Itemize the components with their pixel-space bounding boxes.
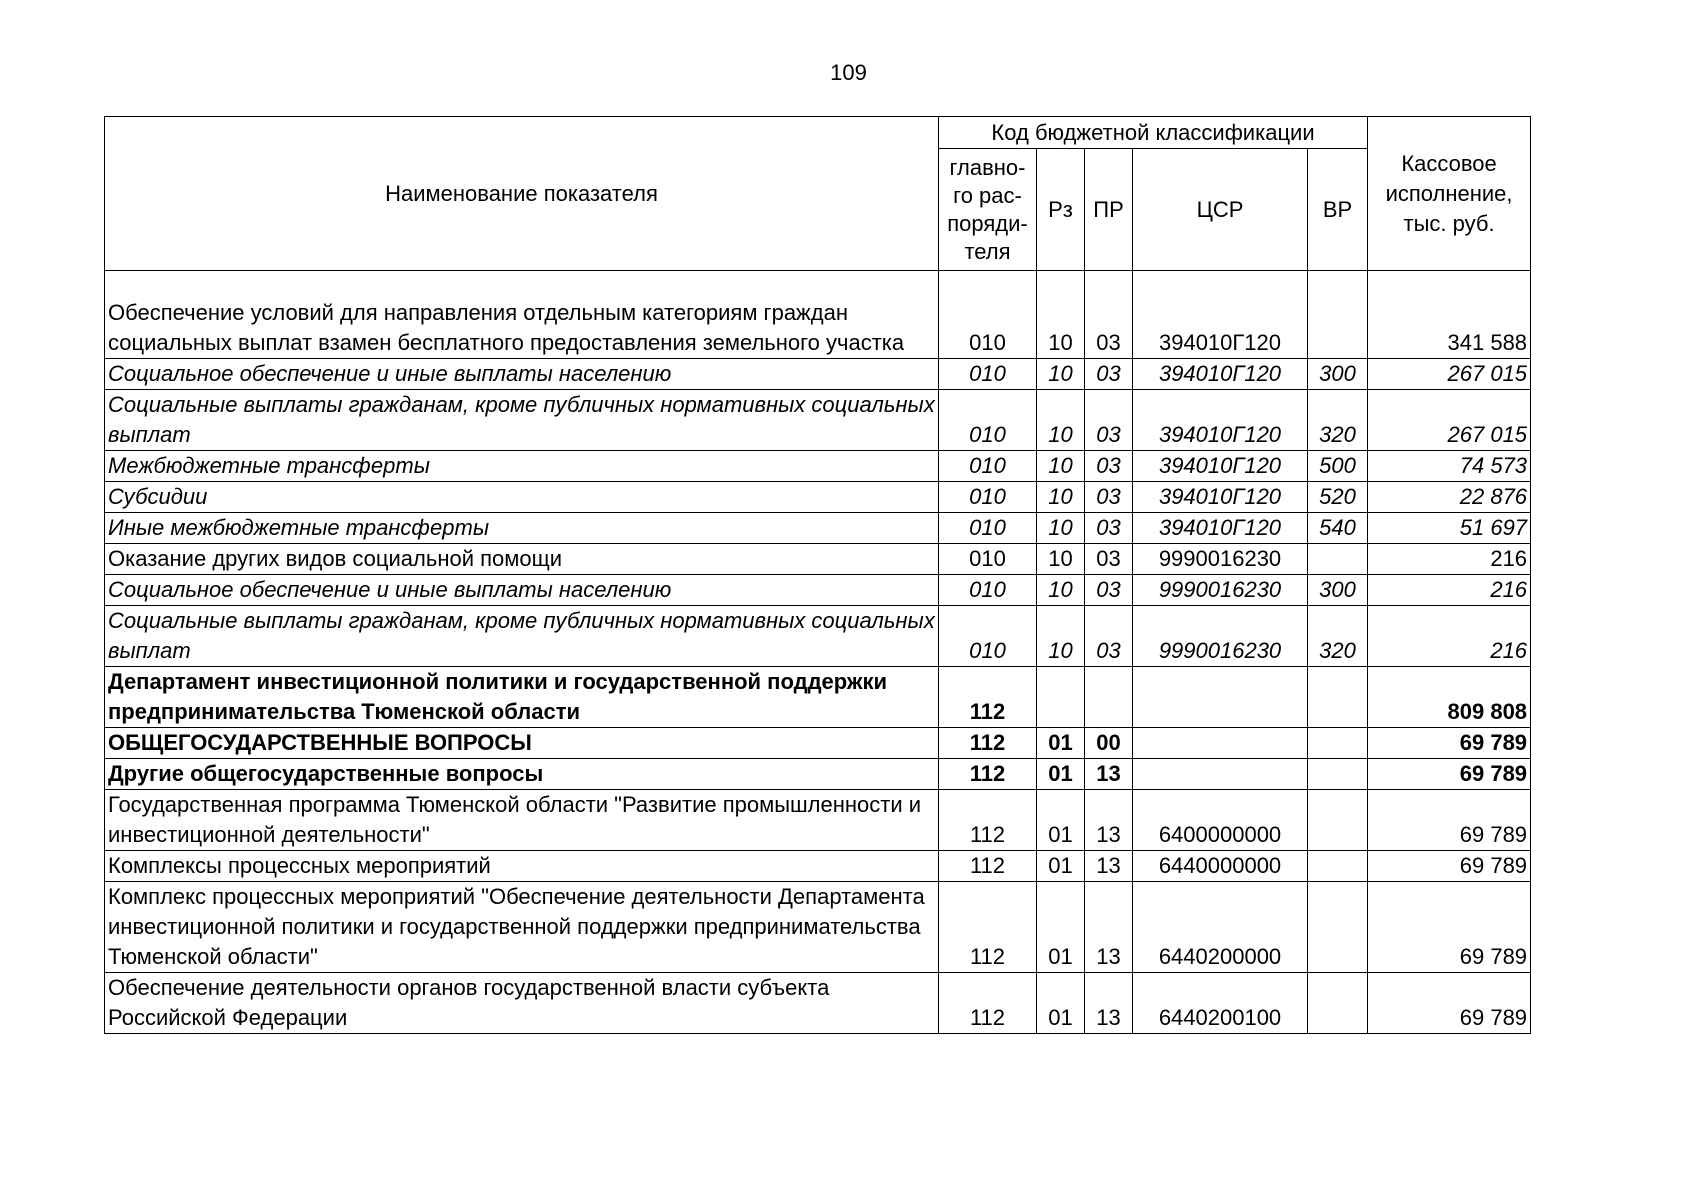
cell-name: Комплекс процессных мероприятий "Обеспечение деятельности Департамента инвестиционной политики и государственной поддержки предпринимательства Тюменской области" — [105, 882, 939, 973]
cell-main-manager: 010 — [939, 513, 1037, 544]
table-row — [105, 882, 1531, 973]
cell-name: Социальное обеспечение и иные выплаты населению — [105, 575, 939, 606]
cell-csr: 6440200000 — [1133, 882, 1308, 973]
table-row — [105, 390, 1531, 451]
cell-amount: 69 789 — [1368, 790, 1531, 851]
table-row — [105, 359, 1531, 390]
cell-amount: 69 789 — [1368, 759, 1531, 790]
cell-vr — [1308, 667, 1368, 728]
cell-amount: 74 573 — [1368, 451, 1531, 482]
cell-csr: 6440000000 — [1133, 851, 1308, 882]
cell-name: Обеспечение условий для направления отдельным категориям граждан социальных выплат взамен бесплатного предоставления земельного участка — [105, 271, 939, 359]
header-main-manager: главно- го рас- поряди- теля — [939, 149, 1037, 271]
cell-rz: 01 — [1037, 851, 1085, 882]
cell-name: Другие общегосударственные вопросы — [105, 759, 939, 790]
cell-name: Комплексы процессных мероприятий — [105, 851, 939, 882]
table-row — [105, 451, 1531, 482]
cell-csr: 394010Г120 — [1133, 451, 1308, 482]
cell-name: Иные межбюджетные трансферты — [105, 513, 939, 544]
cell-rz: 10 — [1037, 271, 1085, 359]
cell-csr: 394010Г120 — [1133, 271, 1308, 359]
cell-rz: 01 — [1037, 790, 1085, 851]
cell-rz: 10 — [1037, 359, 1085, 390]
cell-main-manager: 112 — [939, 973, 1037, 1034]
table-row — [105, 482, 1531, 513]
cell-pr: 13 — [1085, 759, 1133, 790]
table-row — [105, 544, 1531, 575]
cell-amount: 69 789 — [1368, 851, 1531, 882]
header-rz: Рз — [1037, 149, 1085, 271]
cell-name: Оказание других видов социальной помощи — [105, 544, 939, 575]
cell-csr — [1133, 759, 1308, 790]
cell-rz: 10 — [1037, 482, 1085, 513]
cell-vr — [1308, 728, 1368, 759]
cell-csr: 9990016230 — [1133, 575, 1308, 606]
cell-vr: 520 — [1308, 482, 1368, 513]
cell-amount: 267 015 — [1368, 390, 1531, 451]
cell-main-manager: 010 — [939, 451, 1037, 482]
cell-amount: 51 697 — [1368, 513, 1531, 544]
cell-amount: 216 — [1368, 575, 1531, 606]
header-name: Наименование показателя — [105, 117, 939, 271]
cell-name: ОБЩЕГОСУДАРСТВЕННЫЕ ВОПРОСЫ — [105, 728, 939, 759]
table-row — [105, 759, 1531, 790]
cell-pr — [1085, 667, 1133, 728]
cell-pr: 03 — [1085, 359, 1133, 390]
cell-name: Социальные выплаты гражданам, кроме публичных нормативных социальных выплат — [105, 606, 939, 667]
cell-rz: 10 — [1037, 451, 1085, 482]
cell-main-manager: 112 — [939, 728, 1037, 759]
cell-csr: 9990016230 — [1133, 606, 1308, 667]
table-row — [105, 271, 1531, 359]
cell-vr — [1308, 544, 1368, 575]
cell-pr: 03 — [1085, 482, 1133, 513]
cell-amount: 341 588 — [1368, 271, 1531, 359]
cell-csr — [1133, 728, 1308, 759]
cell-vr: 320 — [1308, 390, 1368, 451]
cell-main-manager: 112 — [939, 790, 1037, 851]
cell-rz: 01 — [1037, 759, 1085, 790]
cell-pr: 03 — [1085, 451, 1133, 482]
cell-name: Субсидии — [105, 482, 939, 513]
cell-rz — [1037, 667, 1085, 728]
cell-pr: 03 — [1085, 575, 1133, 606]
cell-csr: 6440200100 — [1133, 973, 1308, 1034]
cell-csr: 9990016230 — [1133, 544, 1308, 575]
table-body — [105, 271, 1531, 1034]
cell-rz: 10 — [1037, 390, 1085, 451]
cell-vr: 320 — [1308, 606, 1368, 667]
table-row — [105, 728, 1531, 759]
cell-vr — [1308, 759, 1368, 790]
table-row — [105, 575, 1531, 606]
header-pr: ПР — [1085, 149, 1133, 271]
cell-main-manager: 112 — [939, 759, 1037, 790]
cell-main-manager: 010 — [939, 575, 1037, 606]
cell-main-manager: 112 — [939, 882, 1037, 973]
cell-rz: 01 — [1037, 882, 1085, 973]
cell-pr: 13 — [1085, 851, 1133, 882]
table-row — [105, 851, 1531, 882]
cell-pr: 03 — [1085, 271, 1133, 359]
table-header — [105, 117, 1531, 271]
header-vr: ВР — [1308, 149, 1368, 271]
cell-name: Департамент инвестиционной политики и государственной поддержки предпринимательства Тюменской области — [105, 667, 939, 728]
cell-amount: 216 — [1368, 544, 1531, 575]
cell-main-manager: 112 — [939, 667, 1037, 728]
cell-csr: 6400000000 — [1133, 790, 1308, 851]
cell-vr — [1308, 882, 1368, 973]
budget-table — [104, 116, 1531, 1034]
cell-pr: 03 — [1085, 390, 1133, 451]
cell-csr: 394010Г120 — [1133, 359, 1308, 390]
cell-amount: 216 — [1368, 606, 1531, 667]
cell-csr: 394010Г120 — [1133, 482, 1308, 513]
cell-pr: 13 — [1085, 973, 1133, 1034]
cell-amount: 69 789 — [1368, 882, 1531, 973]
cell-main-manager: 010 — [939, 390, 1037, 451]
header-code-group: Код бюджетной классификации — [939, 117, 1368, 149]
cell-name: Межбюджетные трансферты — [105, 451, 939, 482]
cell-rz: 10 — [1037, 513, 1085, 544]
cell-pr: 13 — [1085, 882, 1133, 973]
cell-main-manager: 010 — [939, 482, 1037, 513]
cell-main-manager: 010 — [939, 271, 1037, 359]
cell-csr: 394010Г120 — [1133, 390, 1308, 451]
cell-vr: 300 — [1308, 359, 1368, 390]
cell-pr: 03 — [1085, 513, 1133, 544]
table-row — [105, 606, 1531, 667]
cell-amount: 22 876 — [1368, 482, 1531, 513]
cell-pr: 13 — [1085, 790, 1133, 851]
cell-name: Социальные выплаты гражданам, кроме публичных нормативных социальных выплат — [105, 390, 939, 451]
cell-main-manager: 010 — [939, 359, 1037, 390]
cell-vr — [1308, 851, 1368, 882]
cell-main-manager: 010 — [939, 606, 1037, 667]
cell-vr: 300 — [1308, 575, 1368, 606]
table-row — [105, 973, 1531, 1034]
cell-rz: 10 — [1037, 575, 1085, 606]
cell-vr — [1308, 271, 1368, 359]
cell-rz: 10 — [1037, 606, 1085, 667]
cell-vr: 540 — [1308, 513, 1368, 544]
page-number: 109 — [830, 60, 867, 85]
table-row — [105, 513, 1531, 544]
cell-vr: 500 — [1308, 451, 1368, 482]
header-csr: ЦСР — [1133, 149, 1308, 271]
cell-pr: 03 — [1085, 606, 1133, 667]
cell-name: Социальное обеспечение и иные выплаты населению — [105, 359, 939, 390]
cell-pr: 03 — [1085, 544, 1133, 575]
cell-main-manager: 010 — [939, 544, 1037, 575]
cell-name: Государственная программа Тюменской области "Развитие промышленности и инвестиционной деятельности" — [105, 790, 939, 851]
cell-vr — [1308, 973, 1368, 1034]
cell-name: Обеспечение деятельности органов государственной власти субъекта Российской Федерации — [105, 973, 939, 1034]
cell-amount: 267 015 — [1368, 359, 1531, 390]
header-cash-execution: Кассовое исполнение, тыс. руб. — [1368, 117, 1531, 271]
cell-rz: 01 — [1037, 728, 1085, 759]
cell-rz: 01 — [1037, 973, 1085, 1034]
cell-rz: 10 — [1037, 544, 1085, 575]
cell-vr — [1308, 790, 1368, 851]
cell-amount: 69 789 — [1368, 728, 1531, 759]
cell-amount: 809 808 — [1368, 667, 1531, 728]
cell-main-manager: 112 — [939, 851, 1037, 882]
cell-amount: 69 789 — [1368, 973, 1531, 1034]
cell-pr: 00 — [1085, 728, 1133, 759]
table-row — [105, 790, 1531, 851]
table-row — [105, 667, 1531, 728]
cell-csr — [1133, 667, 1308, 728]
cell-csr: 394010Г120 — [1133, 513, 1308, 544]
